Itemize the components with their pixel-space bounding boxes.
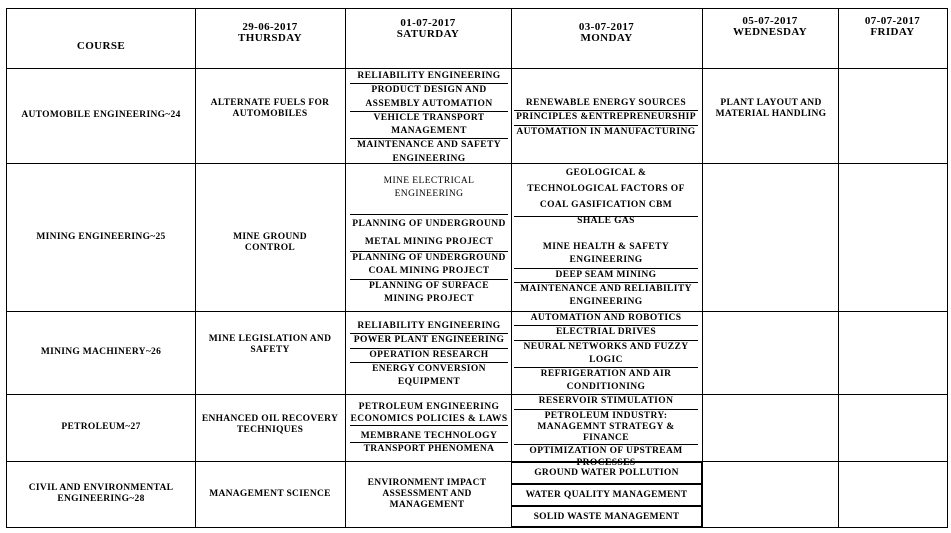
- course-automobile: AUTOMOBILE ENGINEERING~24: [21, 110, 181, 120]
- monday-subject: WATER QUALITY MANAGEMENT: [511, 484, 702, 506]
- header-wednesday: [702, 16, 838, 38]
- course-civil-environmental: CIVIL AND ENVIRONMENTAL ENGINEERING~28: [28, 483, 174, 504]
- subject-item: PRODUCT DESIGN AND ASSEMBLY AUTOMATION: [350, 84, 508, 112]
- subject-item: TRANSPORT PHENOMENA: [363, 444, 495, 454]
- subject-item: PLANNING OF UNDERGROUND COAL MINING PROJECT: [350, 252, 508, 280]
- subject-item: RELIABILITY ENGINEERING: [350, 320, 508, 334]
- saturday-subjects: [350, 175, 508, 306]
- header-saturday: [345, 18, 511, 40]
- header-monday: [511, 22, 702, 44]
- subject-item: DEEP SEAM MINING: [514, 269, 698, 283]
- course-mining-machinery: MINING MACHINERY~26: [40, 347, 162, 357]
- header-date: 01-07-2017: [400, 17, 456, 29]
- saturday-subject: ENVIRONMENT IMPACT ASSESSMENT AND MANAGEMENT: [367, 478, 487, 510]
- header-day: THURSDAY: [238, 32, 302, 44]
- subject-item: ELECTRIAL DRIVES: [514, 326, 698, 340]
- subject-item: AUTOMATION IN MANUFACTURING: [516, 126, 696, 137]
- subject-item: AUTOMATION AND ROBOTICS: [514, 312, 698, 326]
- exam-timetable: [6, 8, 948, 528]
- course-mining-engineering: MINING ENGINEERING~25: [36, 231, 166, 242]
- header-friday: [838, 16, 947, 38]
- header-date: 07-07-2017: [864, 15, 921, 27]
- subject-item: RELIABILITY ENGINEERING: [350, 70, 508, 84]
- subject-item: REFRIGERATION AND AIR CONDITIONING: [540, 369, 672, 393]
- header-course: COURSE: [76, 40, 126, 52]
- saturday-subjects: [350, 401, 508, 455]
- header-day: SATURDAY: [396, 28, 460, 40]
- header-day: FRIDAY: [870, 26, 915, 38]
- subject-item: RESERVOIR STIMULATION: [514, 395, 698, 410]
- header-thursday: [195, 22, 345, 44]
- thursday-subject: ALTERNATE FUELS FOR AUTOMOBILES: [210, 98, 330, 119]
- subject-item: MINE ELECTRICAL ENGINEERING: [350, 175, 508, 215]
- subject-item: VEHICLE TRANSPORT MANAGEMENT: [350, 112, 508, 140]
- thursday-subject: MINE GROUND CONTROL: [233, 232, 307, 253]
- subject-item: PRINCIPLES &ENTREPRENEURSHIP: [514, 111, 698, 125]
- subject-item: PETROLEUM ENGINEERING: [358, 402, 500, 412]
- thursday-subject: ENHANCED OIL RECOVERY TECHNIQUES: [201, 414, 339, 435]
- subject-item: MEMBRANE TECHNOLOGY: [350, 430, 508, 443]
- header-day: MONDAY: [580, 32, 633, 44]
- subject-item: MAINTENANCE AND RELIABILITY ENGINEERING: [520, 283, 692, 308]
- subject-item: PLANNING OF SURFACE MINING PROJECT: [368, 280, 490, 304]
- saturday-subjects: [350, 320, 508, 389]
- subject-item: MINE HEALTH & SAFETY ENGINEERING: [514, 241, 698, 269]
- column-divider: [345, 9, 346, 527]
- monday-subjects: [514, 312, 698, 395]
- monday-subject: GROUND WATER POLLUTION: [511, 462, 702, 484]
- header-date: 05-07-2017: [742, 15, 798, 27]
- subject-item: OPERATION RESEARCH: [350, 349, 508, 363]
- monday-subjects: [514, 165, 698, 309]
- subject-item: PLANNING OF UNDERGROUND METAL MINING PROJECT: [350, 215, 508, 252]
- monday-subject: SOLID WASTE MANAGEMENT: [511, 506, 702, 527]
- subject-item: RENEWABLE ENERGY SOURCES: [514, 97, 698, 111]
- header-date: 03-07-2017: [578, 21, 635, 33]
- subject-item: GEOLOGICAL & TECHNOLOGICAL FACTORS OF COAL GASIFICATION CBM SHALE GAS: [514, 165, 698, 217]
- thursday-subject: MINE LEGISLATION AND SAFETY: [208, 334, 332, 355]
- subject-item: OPTIMIZATION OF UPSTREAM PROCESSES: [529, 446, 683, 468]
- thursday-subject: MANAGEMENT SCIENCE: [209, 488, 331, 499]
- monday-subjects: [514, 395, 698, 469]
- course-petroleum: PETROLEUM~27: [61, 422, 141, 432]
- header-day: WEDNESDAY: [732, 26, 808, 38]
- wednesday-subject: PLANT LAYOUT AND MATERIAL HANDLING: [715, 98, 827, 119]
- subject-item: POWER PLANT ENGINEERING: [350, 334, 508, 348]
- column-divider: [511, 9, 512, 527]
- subject-item: PETROLEUM INDUSTRY: MANAGEMNT STRATEGY & FINANCE: [514, 410, 698, 445]
- subject-item: NEURAL NETWORKS AND FUZZY LOGIC: [514, 341, 698, 369]
- subject-item: ENERGY CONVERSION EQUIPMENT: [372, 363, 486, 388]
- saturday-subjects: [350, 70, 508, 166]
- subject-item: ECONOMICS POLICIES & LAWS: [350, 414, 508, 424]
- column-divider: [702, 9, 703, 527]
- monday-subjects: [514, 97, 698, 139]
- column-divider: [195, 9, 196, 527]
- header-date: 29-06-2017: [242, 21, 298, 33]
- column-divider: [838, 9, 839, 527]
- subject-item: MAINTENANCE AND SAFETY ENGINEERING: [357, 140, 501, 164]
